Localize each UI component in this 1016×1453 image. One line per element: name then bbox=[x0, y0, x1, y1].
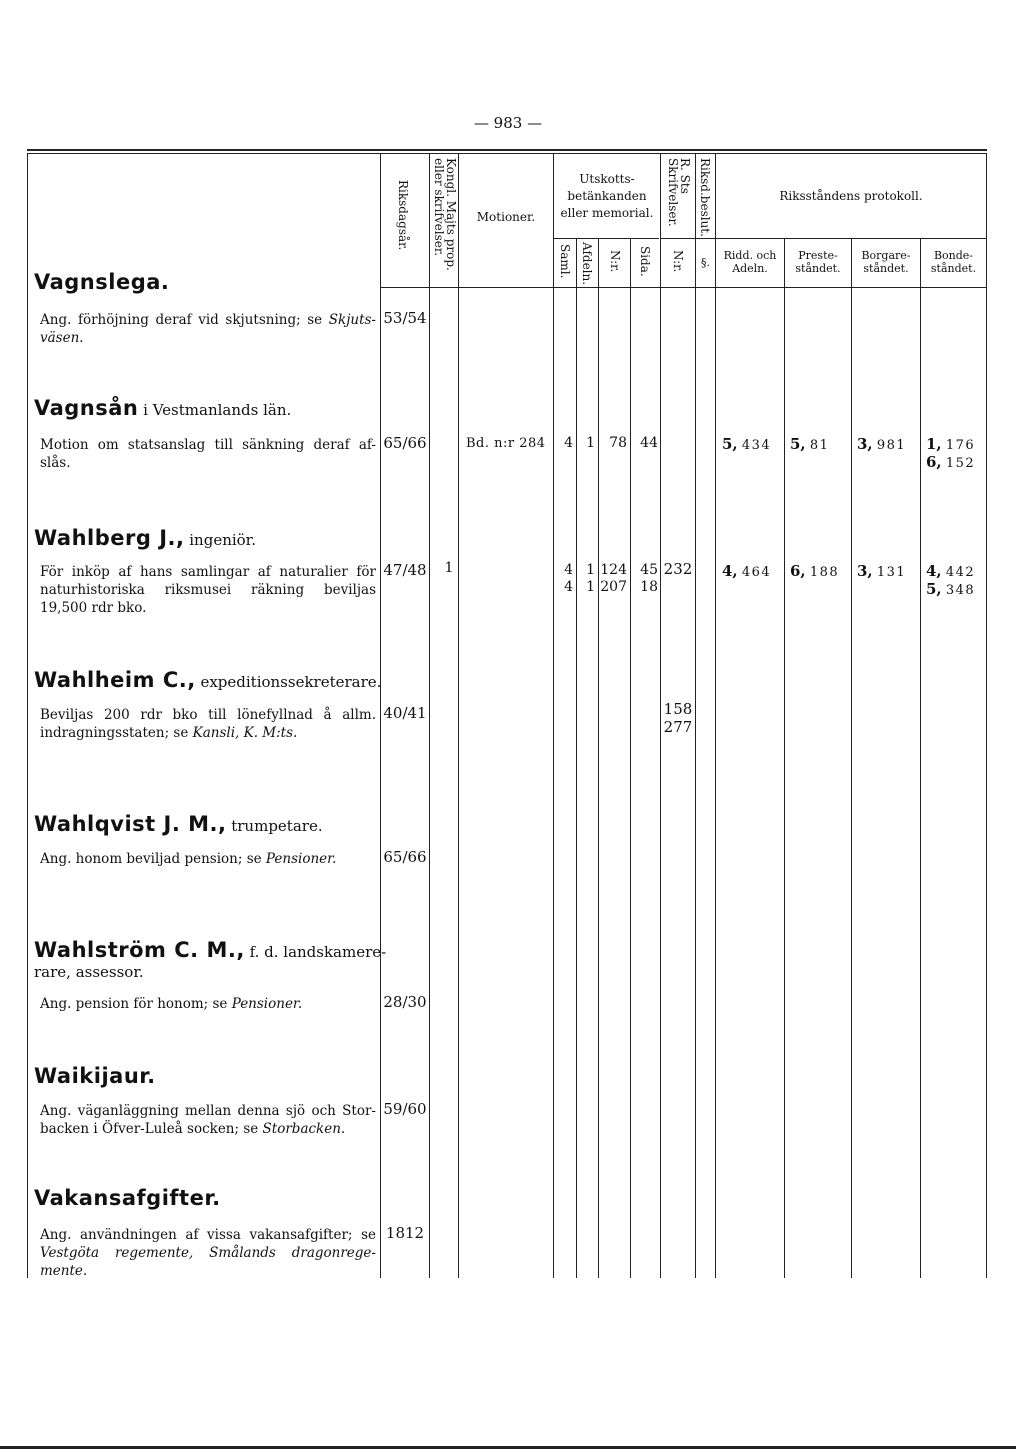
col-rule-borgare-right bbox=[920, 238, 921, 1278]
header-utskott-l3: eller memorial. bbox=[560, 206, 654, 220]
afdeln-value: 1 bbox=[586, 435, 595, 451]
entry-year: 47/48 bbox=[383, 561, 427, 579]
borgare-ref: 3, 131 bbox=[857, 562, 907, 580]
col-rule-afdeln-right bbox=[598, 238, 599, 1278]
sida-value: 18 bbox=[640, 579, 658, 595]
header-preste-l1: Preste- bbox=[798, 249, 838, 262]
ridd-ref: 5, 434 bbox=[722, 435, 772, 453]
preste-ref: 5, 81 bbox=[790, 435, 830, 453]
sida-value: 44 bbox=[640, 435, 658, 451]
entry-title: Vakansafgifter. bbox=[34, 1186, 221, 1210]
saml-value: 4 bbox=[564, 579, 573, 595]
col-rule-riksd-right bbox=[715, 153, 716, 1278]
entry-title: Wahlström C. M., f. d. landskamere- bbox=[34, 938, 387, 962]
rsts-sub-rule bbox=[661, 238, 715, 239]
entry-description: Ang. pension för honom; se Pensioner. bbox=[40, 996, 303, 1012]
header-kongl: Kongl. Majts prop. eller skrifvelser. bbox=[432, 158, 458, 271]
col-rule-motion-right bbox=[553, 153, 554, 1278]
entry-description: Ang. förhöjning deraf vid skjutsning; se Skjuts-väsen. bbox=[40, 312, 376, 346]
col-rule-preste-right bbox=[851, 238, 852, 1278]
entry-title: Vagnslega. bbox=[34, 270, 170, 294]
entry-year: 1812 bbox=[385, 1224, 425, 1242]
entry-year: 28/30 bbox=[383, 993, 427, 1011]
rsts-value: 158 bbox=[663, 700, 693, 718]
col-rule-rsts-right bbox=[695, 153, 696, 1278]
entry-title: Vagnsån i Vestmanlands län. bbox=[34, 396, 292, 420]
page-bottom-rule bbox=[0, 1446, 1016, 1449]
preste-ref: 6, 188 bbox=[790, 562, 840, 580]
bonde-ref: 1, 176 bbox=[926, 435, 976, 453]
rsts-value: 277 bbox=[663, 718, 693, 736]
entry-description: Ang. användningen af vissa vakansafgifter; se Vestgöta regemente, Smålands dragonrege-mente. bbox=[40, 1227, 376, 1279]
header-utskott-l2: betänkanden bbox=[567, 189, 647, 203]
entry-title-continuation: rare, assessor. bbox=[34, 963, 144, 981]
header-bonde-l2: ståndet. bbox=[930, 262, 977, 275]
entry-year: 59/60 bbox=[383, 1100, 427, 1118]
bonde-ref: 6, 152 bbox=[926, 453, 976, 471]
header-riksstandens: Riksståndens protokoll. bbox=[779, 189, 923, 203]
entry-year: 65/66 bbox=[383, 848, 427, 866]
motion-ref: Bd. n:r 284 bbox=[466, 436, 546, 451]
col-rule-year-right bbox=[429, 153, 430, 1278]
borgare-ref: 3, 981 bbox=[857, 435, 907, 453]
header-preste-l2: ståndet. bbox=[795, 262, 841, 275]
bonde-ref: 5, 348 bbox=[926, 580, 976, 598]
utskott-sub-rule bbox=[553, 238, 659, 239]
nr-value: 124 bbox=[600, 562, 627, 578]
entry-description: Beviljas 200 rdr bko till lönefyllnad å allm. indragningsstaten; se Kansli, K. M:ts. bbox=[40, 707, 376, 741]
entry-year: 65/66 bbox=[383, 434, 427, 452]
nr-value: 78 bbox=[609, 435, 627, 451]
entry-title: Waikijaur. bbox=[34, 1064, 156, 1088]
entry-description: Ang. väganläggning mellan denna sjö och Stor-backen i Öfver-Luleå socken; se Storbacken. bbox=[40, 1103, 376, 1137]
header-motioner: Motioner. bbox=[476, 210, 536, 224]
header-nr: N:r. bbox=[608, 250, 622, 273]
header-ridd-l2: Adeln. bbox=[732, 262, 768, 275]
header-ridd-l1: Ridd. och bbox=[723, 249, 777, 262]
afdeln-value: 1 bbox=[586, 579, 595, 595]
afdeln-value: 1 bbox=[586, 562, 595, 578]
rsts-value: 232 bbox=[663, 560, 693, 578]
kongl-value: 1 bbox=[444, 560, 454, 576]
bonde-ref: 4, 442 bbox=[926, 562, 976, 580]
col-rule-left bbox=[27, 153, 28, 1278]
header-riksdagsar: Riksdagsår. bbox=[396, 180, 410, 251]
col-rule-nr-right bbox=[630, 238, 631, 1278]
header-rsts-nr: N:r. bbox=[671, 250, 685, 273]
col-rule-right bbox=[986, 153, 987, 1278]
entry-year: 53/54 bbox=[383, 309, 427, 327]
entry-title: Wahlberg J., ingeniör. bbox=[34, 526, 256, 550]
col-rule-saml-right bbox=[576, 238, 577, 1278]
header-saml: Saml. bbox=[558, 244, 572, 279]
table-top-rule-thin bbox=[27, 153, 987, 154]
header-bonde-l1: Bonde- bbox=[933, 249, 974, 262]
header-borgare-l1: Borgare- bbox=[861, 249, 911, 262]
entry-year: 40/41 bbox=[383, 704, 427, 722]
saml-value: 4 bbox=[564, 435, 573, 451]
col-rule-ridd-right bbox=[784, 238, 785, 1278]
header-rsts: R. Sts Skrifvelser. bbox=[666, 158, 692, 227]
header-sida: Sida. bbox=[638, 246, 652, 277]
ridd-ref: 4, 464 bbox=[722, 562, 772, 580]
page-number: — 983 — bbox=[473, 114, 543, 132]
header-riksdbeslut: Riksd.beslut. bbox=[698, 158, 712, 237]
header-bottom-rule bbox=[380, 287, 987, 288]
entry-description: Ang. honom beviljad pension; se Pensioner. bbox=[40, 851, 337, 867]
header-riksdbeslut-s: §. bbox=[701, 256, 710, 269]
entry-title: Wahlqvist J. M., trumpetare. bbox=[34, 812, 323, 836]
header-afdeln: Afdeln. bbox=[580, 242, 594, 286]
col-rule-kongl-right bbox=[458, 153, 459, 1278]
sida-value: 45 bbox=[640, 562, 658, 578]
saml-value: 4 bbox=[564, 562, 573, 578]
entry-title: Wahlheim C., expeditionssekreterare. bbox=[34, 668, 382, 692]
entry-description: För inköp af hans samlingar af naturalier för naturhistoriska riksmusei räkning beviljas 19,500 rdr bko. bbox=[40, 564, 376, 616]
nr-value: 207 bbox=[600, 579, 627, 595]
entry-description: Motion om statsanslag till sänkning deraf af-slås. bbox=[40, 437, 376, 471]
header-borgare-l2: ståndet. bbox=[863, 262, 909, 275]
header-utskott-l1: Utskotts- bbox=[579, 172, 635, 186]
table-top-rule bbox=[27, 149, 987, 151]
